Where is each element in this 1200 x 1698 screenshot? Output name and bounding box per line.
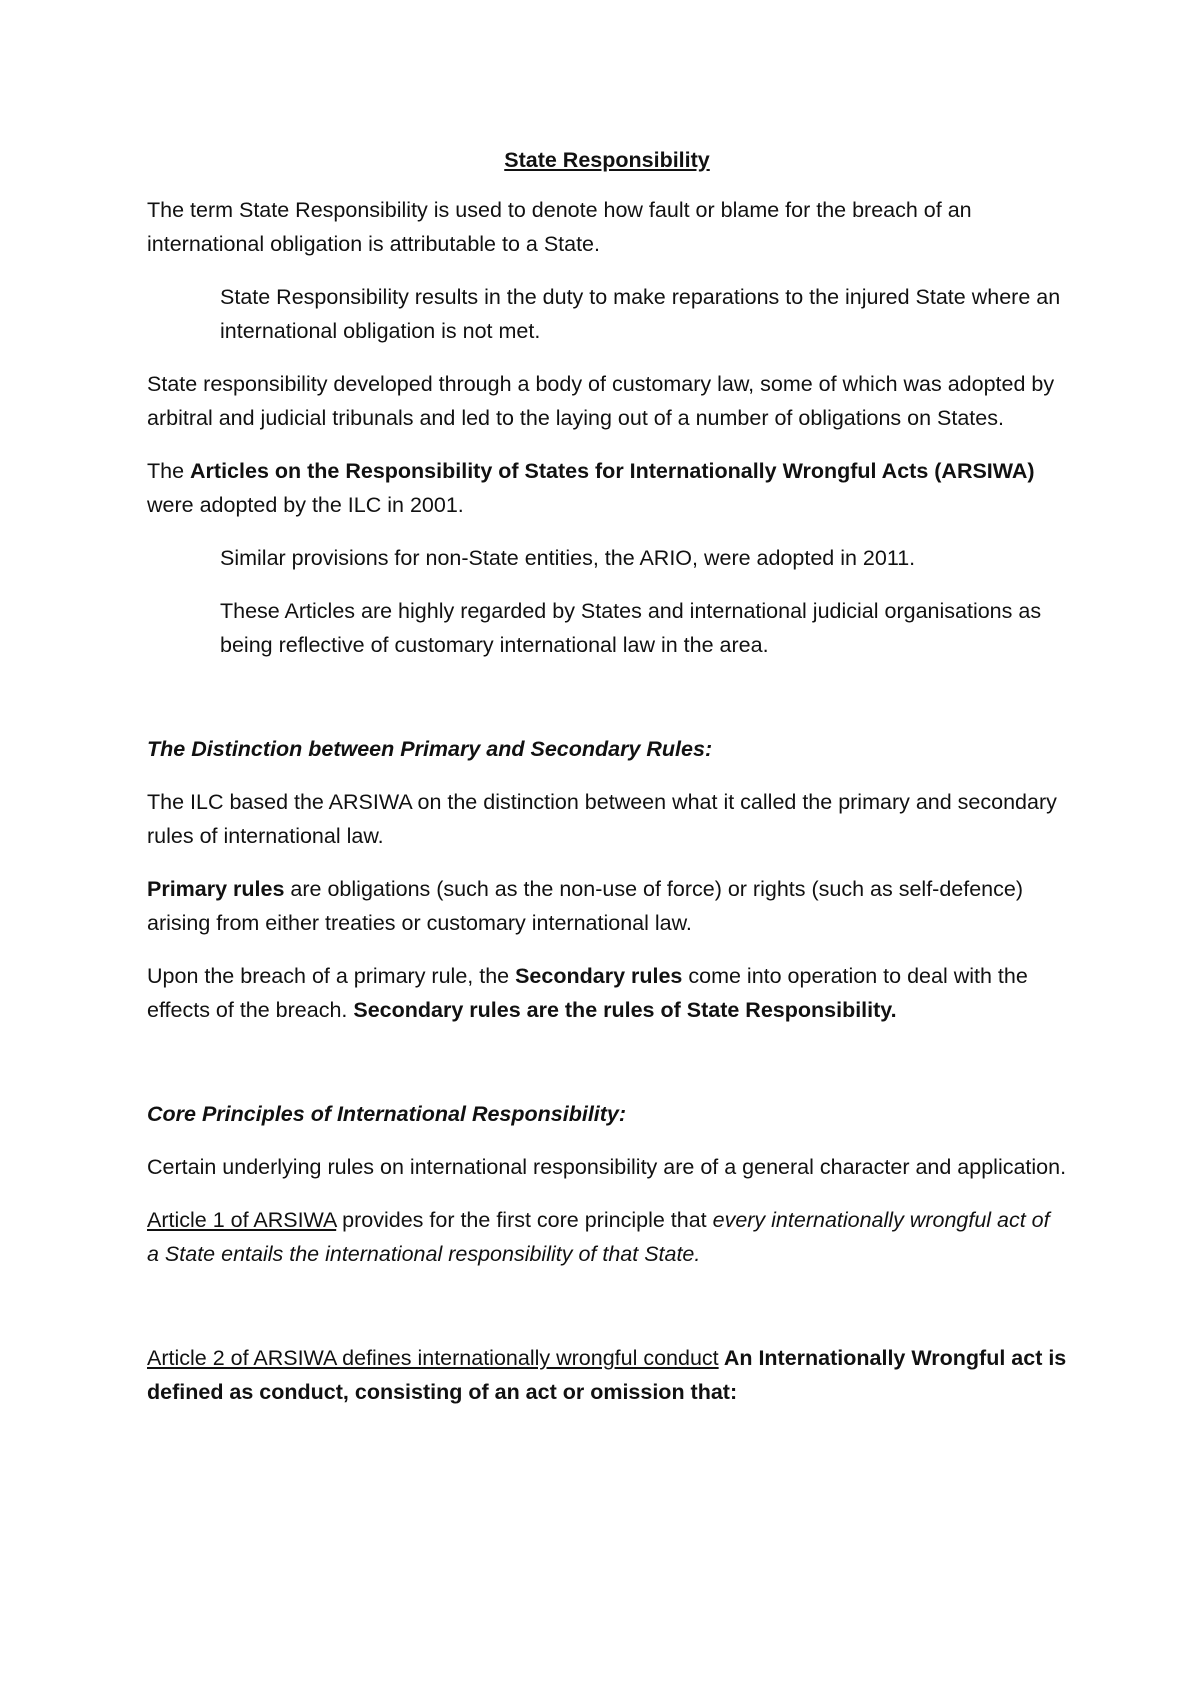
intro-paragraph-3 [147,454,1067,522]
secondary-rules-definition: Secondary rules are the rules of State Responsibility. [353,998,897,1022]
intro-paragraph-2: State responsibility developed through a body of customary law, some of which was adopted by arbitral and judicial tribunals and led to the laying out of a number of obligations on States. [147,372,1055,430]
section-heading-core-principles: Core Principles of International Responsibility: [147,1102,627,1126]
arsiwa-full-name: Articles on the Responsibility of States for Internationally Wrongful Acts (ARSIWA) [190,459,1035,483]
arsiwa-suffix: were adopted by the ILC in 2001. [147,493,464,517]
wrongful-act-definition: An Internationally Wrongful act is defined as conduct, consisting of an act or omission that: [147,1346,1067,1404]
arsiwa-prefix: The [147,459,191,483]
section-heading-primary-secondary: The Distinction between Primary and Secondary Rules: [147,737,713,761]
section2-paragraph-3 [147,1341,1067,1409]
article-1-principle: every internationally wrongful act of a State entails the international responsibility of that State. [147,1208,1050,1266]
article-1-text: provides for the first core principle that [336,1208,713,1232]
intro-indented-note: State Responsibility results in the duty to make reparations to the injured State where an international obligation is not met. [220,285,1061,343]
section2-paragraph-1: Certain underlying rules on international responsibility are of a general character and application. [147,1155,1067,1179]
document-title: State Responsibility [504,148,710,172]
primary-rules-term: Primary rules [147,877,285,901]
breach-text-a: Upon the breach of a primary rule, the [147,964,516,988]
secondary-rules-term: Secondary rules [515,964,683,988]
breach-text-b: come into operation to deal with the effects of the breach. [147,964,1028,1022]
article-1-reference: Article 1 of ARSIWA [147,1208,337,1232]
document-page [147,143,1067,1428]
ario-note: Similar provisions for non-State entities, the ARIO, were adopted in 2011. [220,546,916,570]
section1-paragraph-1: The ILC based the ARSIWA on the distinction between what it called the primary and secondary rules of international law. [147,790,1057,848]
intro-paragraph-1: The term State Responsibility is used to denote how fault or blame for the breach of an international obligation is attributable to a State. [147,198,972,256]
section2-paragraph-2 [147,1203,1067,1271]
articles-regard-note: These Articles are highly regarded by States and international judicial organisations as being reflective of customary international law in the area. [220,599,1042,657]
article-2-reference: Article 2 of ARSIWA defines internationally wrongful conduct [147,1346,719,1370]
primary-rules-definition: are obligations (such as the non-use of force) or rights (such as self-defence) arising from either treaties or customary international law. [147,877,1023,935]
section1-paragraph-2 [147,872,1067,940]
section1-paragraph-3 [147,959,1067,1027]
